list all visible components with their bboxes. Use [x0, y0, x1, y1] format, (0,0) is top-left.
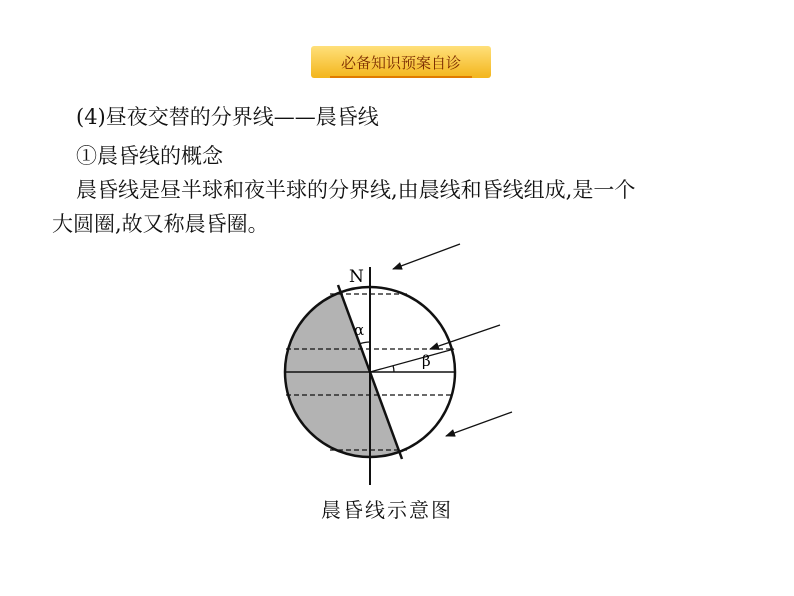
- sun-ray-line: [370, 349, 454, 372]
- subheading-line: ①晨昏线的概念: [76, 144, 223, 168]
- badge-label: 必备知识预案自诊: [340, 53, 461, 72]
- diagram-caption: 晨昏线示意图: [321, 498, 453, 522]
- alpha-label: α: [354, 321, 365, 339]
- section-badge: [311, 46, 491, 78]
- alpha-arc: [360, 342, 370, 344]
- sunlight-arrow-middle: [430, 325, 500, 349]
- beta-arc: [393, 366, 394, 373]
- badge-underline: [330, 76, 472, 78]
- north-label: N: [349, 267, 364, 287]
- paragraph-line-1: 晨昏线是昼半球和夜半球的分界线,由晨线和昏线组成,是一个: [76, 178, 636, 202]
- terminator-diagram: [270, 235, 530, 490]
- paragraph-line-2: 大圆圈,故又称晨昏圈。: [52, 212, 269, 236]
- sunlight-arrow-bottom: [446, 412, 512, 436]
- sunlight-arrow-top: [393, 244, 460, 269]
- beta-label: β: [422, 352, 431, 370]
- heading-line: (4)昼夜交替的分界线——晨昏线: [76, 105, 379, 129]
